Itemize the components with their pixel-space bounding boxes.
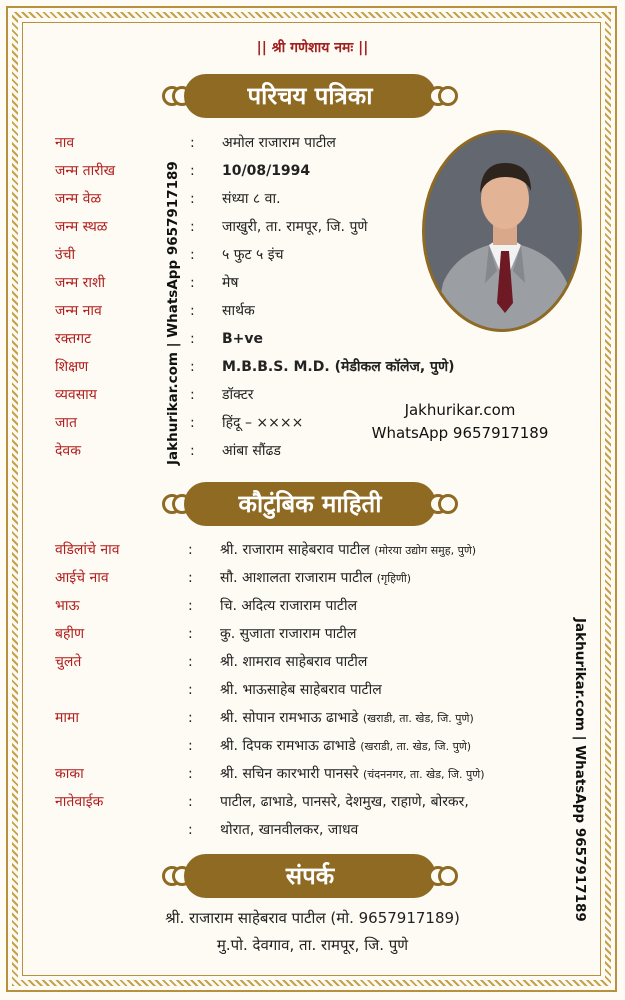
family-value (220, 678, 382, 702)
family-value-text: श्री. सोपान रामभाऊ ढाभाडे (220, 710, 359, 726)
personal-value (222, 383, 254, 407)
family-value (220, 650, 367, 674)
personal-value (222, 327, 263, 351)
colon-separator: : (190, 275, 195, 291)
vertical-watermark-right: Jakhurikar.com | WhatsApp 9657917189 (572, 618, 588, 922)
vertical-watermark-left: Jakhurikar.com | WhatsApp 9657917189 (165, 161, 181, 465)
colon-separator: : (190, 163, 195, 179)
colon-separator: : (190, 303, 195, 319)
family-label: चुलते (55, 654, 82, 670)
invocation-heading: || श्री गणेशाय नमः || (256, 40, 369, 56)
colon-separator: : (188, 654, 193, 670)
family-label: नातेवाईक (55, 794, 104, 810)
family-value-text: श्री. भाऊसाहेब साहेबराव पाटील (220, 682, 382, 698)
personal-value-text: अमोल राजाराम पाटील (222, 135, 336, 151)
family-note: (गृहिणी) (376, 572, 412, 585)
personal-value (222, 299, 255, 323)
personal-value (222, 131, 336, 155)
family-note: (मोरया उद्योग समुह, पुणे) (374, 544, 477, 557)
personal-value-text: मेष (222, 275, 239, 291)
personal-value (222, 215, 368, 239)
personal-value-text: आंबा सौंढड (222, 443, 281, 459)
family-value (220, 818, 358, 842)
personal-label: व्यवसाय (55, 387, 97, 403)
family-note: (चंदननगर, ता. खेड, जि. पुणे) (363, 768, 485, 781)
family-value-text: चि. अदित्य राजाराम पाटील (220, 598, 358, 614)
family-value-text: पाटील, ढाभाडे, पानसरे, देशमुख, राहाणे, बोरकर, (220, 794, 469, 810)
family-value-text: थोरात, खानवीलकर, जाधव (220, 822, 359, 838)
personal-label: शिक्षण (55, 359, 89, 375)
section-banner-personal (160, 74, 460, 118)
colon-separator: : (190, 415, 195, 431)
family-value (220, 594, 357, 618)
personal-label: रक्तगट (55, 331, 92, 347)
colon-separator: : (188, 710, 193, 726)
colon-separator: : (188, 598, 193, 614)
personal-value (222, 243, 284, 267)
watermark-site: Jakhurikar.com (404, 401, 516, 419)
colon-separator: : (188, 570, 193, 586)
personal-label: नाव (55, 135, 75, 151)
family-value (220, 538, 476, 563)
section-title-personal: परिचय पत्रिका (184, 74, 436, 118)
family-label: बहीण (55, 626, 85, 642)
colon-separator: : (188, 794, 193, 810)
section-banner-contact (160, 854, 460, 898)
banner-ornament-icon (438, 86, 458, 106)
family-label: काका (55, 766, 84, 782)
personal-value-text: 10/08/1994 (222, 163, 311, 179)
family-note: (खराडी, ता. खेड, जि. पुणे) (362, 712, 474, 725)
section-banner-family (160, 482, 460, 526)
colon-separator: : (190, 387, 195, 403)
person-portrait-icon (425, 133, 582, 332)
family-value-text: श्री. शामराव साहेबराव पाटील (220, 654, 368, 670)
contact-line-1: श्री. राजाराम साहेबराव पाटील (मो. 9657917189) (165, 909, 460, 927)
family-value (220, 566, 411, 591)
family-value (220, 706, 474, 731)
family-label: मामा (55, 710, 79, 726)
profile-photo (422, 130, 582, 332)
family-note: (खराडी, ता. खेड, जि. पुणे) (360, 740, 472, 753)
personal-label: जात (55, 415, 77, 431)
colon-separator: : (190, 247, 195, 263)
personal-value-text: M.B.B.S. M.D. (मेडीकल कॉलेज, पुणे) (222, 359, 455, 375)
personal-label: जन्म वेळ (55, 191, 102, 207)
colon-separator: : (190, 219, 195, 235)
colon-separator: : (190, 135, 195, 151)
section-title-family: कौटुंबिक माहिती (184, 482, 436, 526)
personal-label: देवक (55, 443, 81, 459)
family-label: भाऊ (55, 598, 80, 614)
colon-separator: : (190, 359, 195, 375)
family-value (220, 622, 356, 646)
personal-value-text: ५ फुट ५ इंच (222, 247, 284, 263)
colon-separator: : (188, 738, 193, 754)
personal-value-text: सार्थक (222, 303, 255, 319)
colon-separator: : (190, 443, 195, 459)
personal-value (222, 411, 303, 435)
personal-value-text: B+ve (222, 331, 264, 347)
personal-value-text: हिंदू – ×××× (222, 415, 304, 431)
colon-separator: : (188, 822, 193, 838)
family-value-text: श्री. दिपक रामभाऊ ढाभाडे (220, 738, 356, 754)
personal-label: जन्म तारीख (55, 163, 116, 179)
family-label: वडिलांचे नाव (55, 542, 120, 558)
family-value-text: श्री. सचिन कारभारी पानसरे (220, 766, 359, 782)
personal-label: जन्म नाव (55, 303, 102, 319)
colon-separator: : (188, 626, 193, 642)
colon-separator: : (188, 542, 193, 558)
personal-value (222, 271, 238, 295)
colon-separator: : (188, 682, 193, 698)
personal-value-text: डॉक्टर (222, 387, 254, 403)
family-value-text: सौ. आशालता राजाराम पाटील (220, 570, 373, 586)
personal-value-text: संध्या ८ वा. (222, 191, 281, 207)
family-value (220, 790, 469, 814)
personal-value (222, 439, 281, 463)
banner-ornament-icon (438, 866, 458, 886)
personal-value (222, 159, 310, 183)
personal-label: जन्म राशी (55, 275, 106, 291)
banner-ornament-icon (438, 494, 458, 514)
section-title-contact: संपर्क (184, 854, 436, 898)
contact-line-2: मु.पो. देवगाव, ता. रामपूर, जि. पुणे (216, 936, 409, 954)
colon-separator: : (190, 191, 195, 207)
family-label: आईचे नाव (55, 570, 109, 586)
personal-label: उंची (55, 247, 76, 263)
personal-value-text: जाखुरी, ता. रामपूर, जि. पुणे (222, 219, 368, 235)
family-value (220, 734, 471, 759)
family-value-text: श्री. राजाराम साहेबराव पाटील (220, 542, 370, 558)
personal-value (222, 355, 455, 379)
family-value-text: कु. सुजाता राजाराम पाटील (220, 626, 357, 642)
colon-separator: : (188, 766, 193, 782)
personal-label: जन्म स्थळ (55, 219, 108, 235)
colon-separator: : (190, 331, 195, 347)
personal-value (222, 187, 281, 211)
watermark-whatsapp: WhatsApp 9657917189 (371, 424, 549, 442)
family-value (220, 762, 485, 787)
